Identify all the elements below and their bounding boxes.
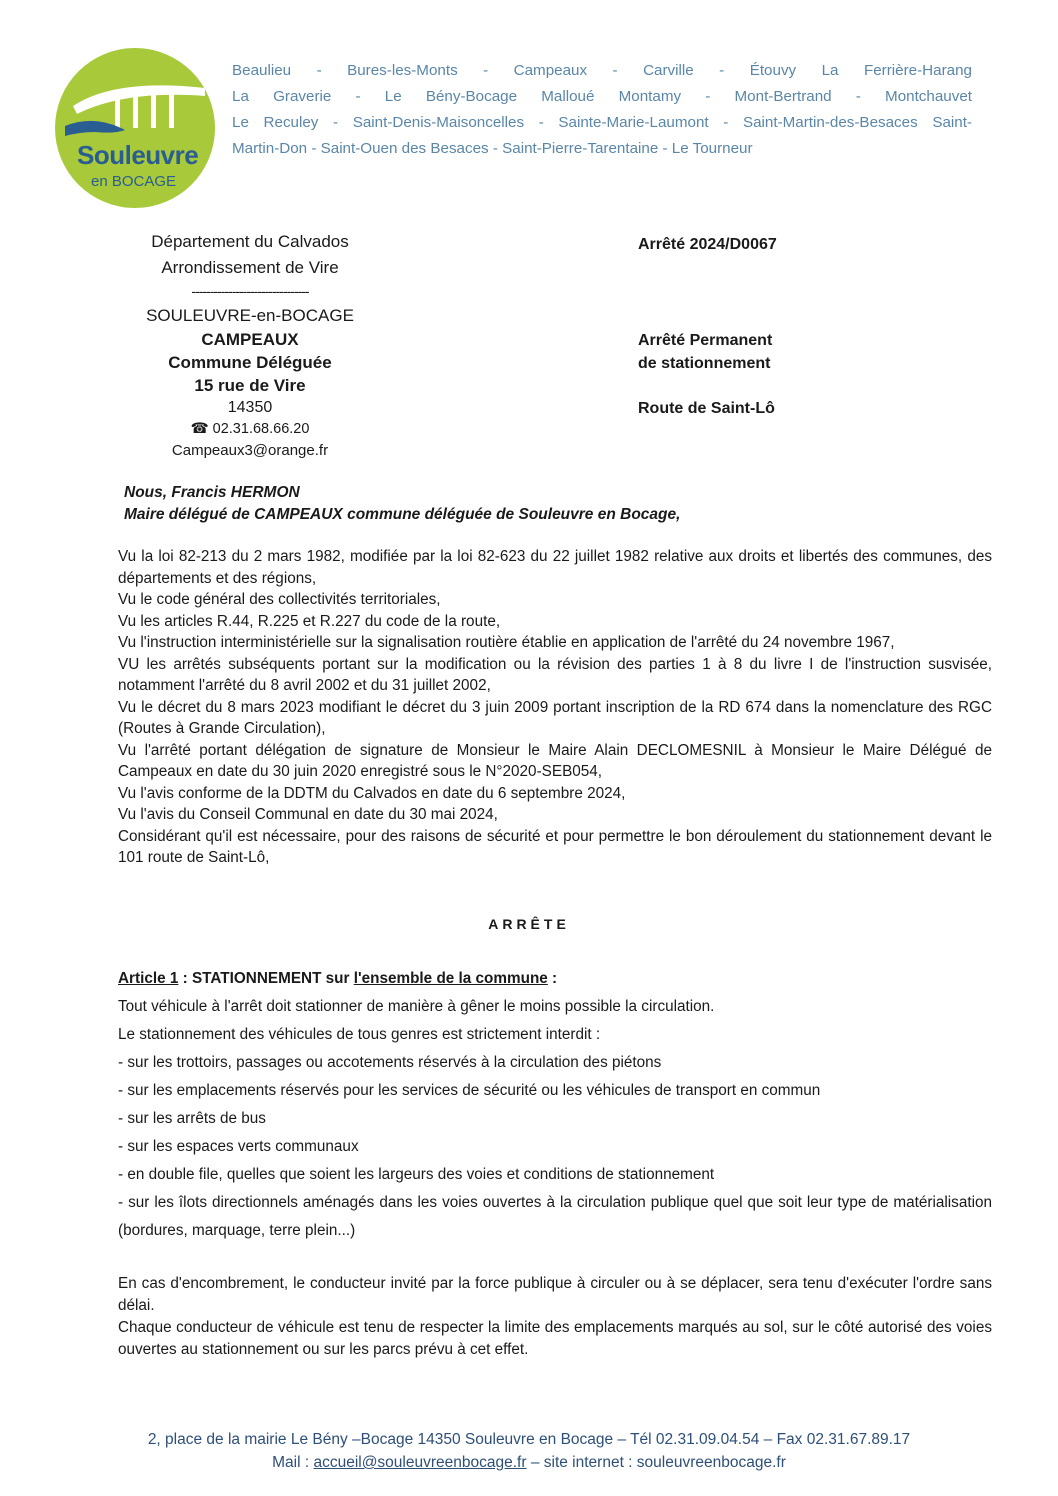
communes-list [232, 58, 972, 162]
article-line: - en double file, quelles que soient les largeurs des voies et conditions de stationnement [118, 1166, 715, 1183]
commune-deleguee-label: Commune Déléguée [168, 353, 332, 372]
footer-address: 2, place de la mairie Le Bény –Bocage 14350 Souleuvre en Bocage – Tél 02.31.09.04.54 – Fax 02.31.67.89.17 [147, 1431, 911, 1448]
communes-line: Le Reculey - Saint-Denis-Maisoncelles - Sainte-Marie-Laumont - Saint-Martin-des-Besaces Saint- [232, 114, 972, 131]
consideration-item: Vu le code général des collectivités territoriales, [118, 591, 441, 608]
article-title-scope: l'ensemble de la commune [353, 970, 548, 987]
arrete-route: Route de Saint-Lô [638, 400, 775, 417]
consideration-item: Vu l'avis conforme de la DDTM du Calvados en date du 6 septembre 2024, [118, 784, 626, 802]
consideration-item: Vu l'instruction interministérielle sur la signalisation routière établie en application de l'arrêté du 24 novembre 1967, [118, 634, 895, 651]
footer-site: – site internet : souleuvreenbocage.fr [526, 1454, 786, 1471]
consideration-item: Vu l'avis du Conseil Communal en date du 30 mai 2024, [118, 806, 498, 823]
communes-line: Beaulieu - Bures-les-Monts - Campeaux - Carville - Étouvy La Ferrière-Harang [232, 62, 972, 79]
email-address: Campeaux3@orange.fr [171, 442, 329, 459]
phone-number: ☎ 02.31.68.66.20 [190, 421, 310, 437]
footer-contact [0, 1454, 1058, 1472]
article-line: - sur les emplacements réservés pour les services de sécurité ou les véhicules de transport en commun [118, 1082, 821, 1099]
arrete-heading: ARRÊTE [488, 916, 570, 932]
separator: -------------------------------- [191, 283, 309, 299]
arrete-type-line1: Arrêté Permanent [638, 332, 773, 349]
consideration-item: Considérant qu'il est nécessaire, pour des raisons de sécurité et pour permettre le bon déroulement du stationnement devant le 101 route de Saint-Lô, [118, 827, 992, 866]
street-address: 15 rue de Vire [194, 376, 306, 395]
considerations [118, 546, 992, 869]
arrondissement: Arrondissement de Vire [161, 258, 339, 277]
communes-line: La Graverie - Le Bény-Bocage Malloué Montamy - Mont-Bertrand - Montchauvet [232, 88, 972, 105]
commune-deleguee-name: CAMPEAUX [201, 330, 299, 349]
consideration-item: Vu la loi 82-213 du 2 mars 1982, modifiée par la loi 82-623 du 22 juillet 1982 relative aux droits et libertés des communes, des départements et des régions, [118, 548, 992, 587]
mayor-name: Nous, Francis HERMON [124, 484, 300, 501]
article-encombrement: En cas d'encombrement, le conducteur invité par la force publique à circuler ou à se déplacer, sera tenu d'exécuter l'ordre sans délai. [118, 1275, 992, 1314]
article-line: Tout véhicule à l'arrêt doit stationner de manière à gêner le moins possible la circulation. [118, 998, 715, 1015]
consideration-item: VU les arrêtés subséquents portant sur la modification ou la révision des parties 1 à 8 du livre I de l'instruction susvisée, notamment l'arrêté du 8 avril 2002 et du 31 juillet 2002, [118, 655, 992, 694]
article-title [118, 965, 992, 993]
footer-mail-link[interactable]: accueil@souleuvreenbocage.fr [313, 1454, 527, 1471]
article-line: - sur les arrêts de bus [118, 1110, 266, 1127]
spacer [118, 1245, 992, 1273]
arrete-type-line2: de stationnement [638, 355, 771, 372]
mayor-title: Maire délégué de CAMPEAUX commune déléguée de Souleuvre en Bocage, [124, 506, 681, 523]
communes-line: Martin-Don - Saint-Ouen des Besaces - Saint-Pierre-Tarentaine - Le Tourneur [232, 140, 753, 157]
logo-text-sub: en BOCAGE [91, 173, 177, 190]
article-title-mid: : STATIONNEMENT sur [178, 970, 354, 987]
article-line: - sur les espaces verts communaux [118, 1138, 359, 1155]
article-limite: Chaque conducteur de véhicule est tenu de respecter la limite des emplacements marqués au sol, sur le côté autorisé des voies ouvertes au stationnement ou sur les parcs prévu à cet effet. [118, 1319, 992, 1358]
footer-mail-label: Mail : [272, 1454, 314, 1471]
article-1 [118, 965, 992, 1361]
arrete-number: Arrêté 2024/D0067 [638, 236, 777, 253]
article-line: Le stationnement des véhicules de tous genres est strictement interdit : [118, 1026, 601, 1043]
consideration-item: Vu le décret du 8 mars 2023 modifiant le décret du 3 juin 2009 portant inscription de la RD 674 dans la nomenclature des RGC (Routes à Grande Circulation), [118, 698, 992, 737]
article-line: - sur les trottoirs, passages ou accotements réservés à la circulation des piétons [118, 1054, 662, 1071]
consideration-item: Vu l'arrêté portant délégation de signature de Monsieur le Maire Alain DECLOMESNIL à Monsieur le Maire Délégué de Campeaux en date du 30 juin 2020 enregistré sous le N°2020-SEB054, [118, 741, 992, 780]
article-label: Article 1 [118, 970, 179, 987]
postcode: 14350 [227, 399, 273, 416]
consideration-item: Vu les articles R.44, R.225 et R.227 du code de la route, [118, 612, 501, 630]
departement: Département du Calvados [151, 232, 349, 251]
article-title-end: : [547, 970, 558, 987]
logo-text-main: Souleuvre [77, 140, 199, 170]
article-line-ilots: - sur les îlots directionnels aménagés dans les voies ouvertes à la circulation publique quel que soit leur type de matérialisation (bordures, marquage, terre plein...) [118, 1194, 992, 1239]
commune-name: SOULEUVRE-en-BOCAGE [146, 306, 354, 325]
souleuvre-logo [55, 48, 215, 208]
